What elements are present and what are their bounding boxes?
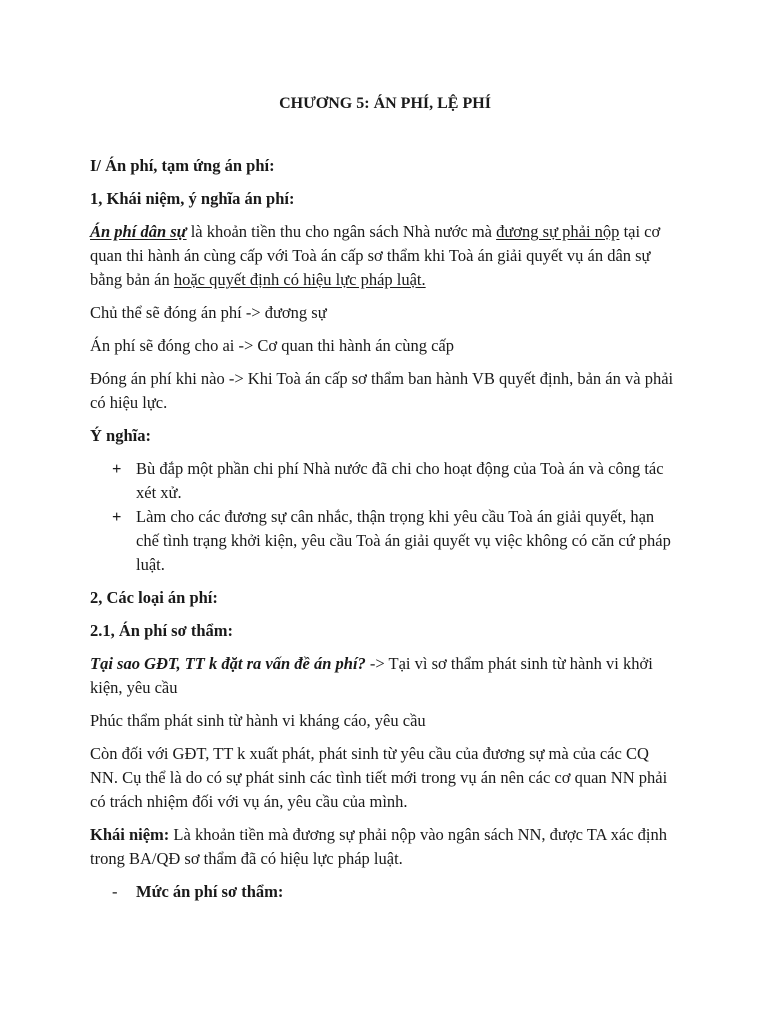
- dash-item-text: Mức án phí sơ thẩm:: [136, 882, 284, 901]
- dash-bullet-icon: -: [112, 882, 118, 901]
- paragraph-when: Đóng án phí khi nào -> Khi Toà án cấp sơ thẩm ban hành VB quyết định, bản án và phải có hiệu lực.: [90, 369, 674, 412]
- paragraph-review: Còn đối với GĐT, TT k xuất phát, phát sinh từ yêu cầu của đương sự mà của các CQ NN. Cụ thể là do có sự phát sinh các tình tiết mới trong vụ án nên các cơ quan NN phải có trách nhiệm đối với vụ án, yêu cầu của mình.: [90, 744, 668, 811]
- section-heading-1: I/ Án phí, tạm ứng án phí:: [90, 156, 275, 175]
- meaning-list: [90, 457, 680, 577]
- definition-underlined-2: hoặc quyết định có hiệu lực pháp luật.: [173, 270, 426, 289]
- concept-paragraph: [90, 823, 680, 871]
- definition-text-2: tại cơ quan thi hành án cùng cấp với Toà án cấp sơ thẩm khi Toà án giải quyết vụ án dân sự bằng bản án: [90, 222, 661, 289]
- definition-text-1: là khoản tiền thu cho ngân sách Nhà nước mà: [186, 222, 497, 241]
- dash-list-item: [90, 880, 680, 904]
- document-page: [90, 92, 680, 904]
- subsection-heading-1-2: 2, Các loại án phí:: [90, 588, 218, 607]
- chapter-title: CHƯƠNG 5: ÁN PHÍ, LỆ PHÍ: [279, 95, 491, 112]
- plus-bullet-icon: +: [112, 459, 122, 478]
- concept-label: Khái niệm:: [90, 825, 170, 844]
- why-question: Tại sao GĐT, TT k đặt ra vấn đề án phí?: [90, 654, 366, 673]
- why-answer: -> Tại vì sơ thẩm phát sinh từ hành vi khởi kiện, yêu cầu: [90, 654, 653, 697]
- list-item-text: Bù đắp một phần chi phí Nhà nước đã chi cho hoạt động của Toà án và công tác xét xử.: [136, 459, 664, 502]
- paragraph-appeal: Phúc thẩm phát sinh từ hành vi kháng cáo, yêu cầu: [90, 711, 426, 730]
- list-item-text: Làm cho các đương sự cân nhắc, thận trọng khi yêu cầu Toà án giải quyết, hạn chế tình trạng khởi kiện, yêu cầu Toà án giải quyết vụ việc không có căn cứ pháp luật.: [136, 507, 671, 574]
- definition-underlined-1: đương sự phải nộp: [496, 222, 620, 241]
- definition-paragraph: [90, 220, 680, 292]
- list-item: [90, 457, 680, 505]
- subsection-heading-2-1: 2.1, Án phí sơ thẩm:: [90, 621, 233, 640]
- paragraph-payee: Án phí sẽ đóng cho ai -> Cơ quan thi hành án cùng cấp: [90, 336, 454, 355]
- list-item: [90, 505, 680, 577]
- subsection-heading-1-1: 1, Khái niệm, ý nghĩa án phí:: [90, 189, 295, 208]
- paragraph-subject: Chủ thể sẽ đóng án phí -> đương sự: [90, 303, 327, 322]
- meaning-heading: Ý nghĩa:: [90, 426, 151, 445]
- concept-text: Là khoản tiền mà đương sự phải nộp vào ngân sách NN, được TA xác định trong BA/QĐ sơ thẩm đã có hiệu lực pháp luật.: [90, 825, 667, 868]
- why-paragraph: [90, 652, 680, 700]
- plus-bullet-icon: +: [112, 507, 122, 526]
- definition-term: Án phí dân sự: [90, 222, 187, 241]
